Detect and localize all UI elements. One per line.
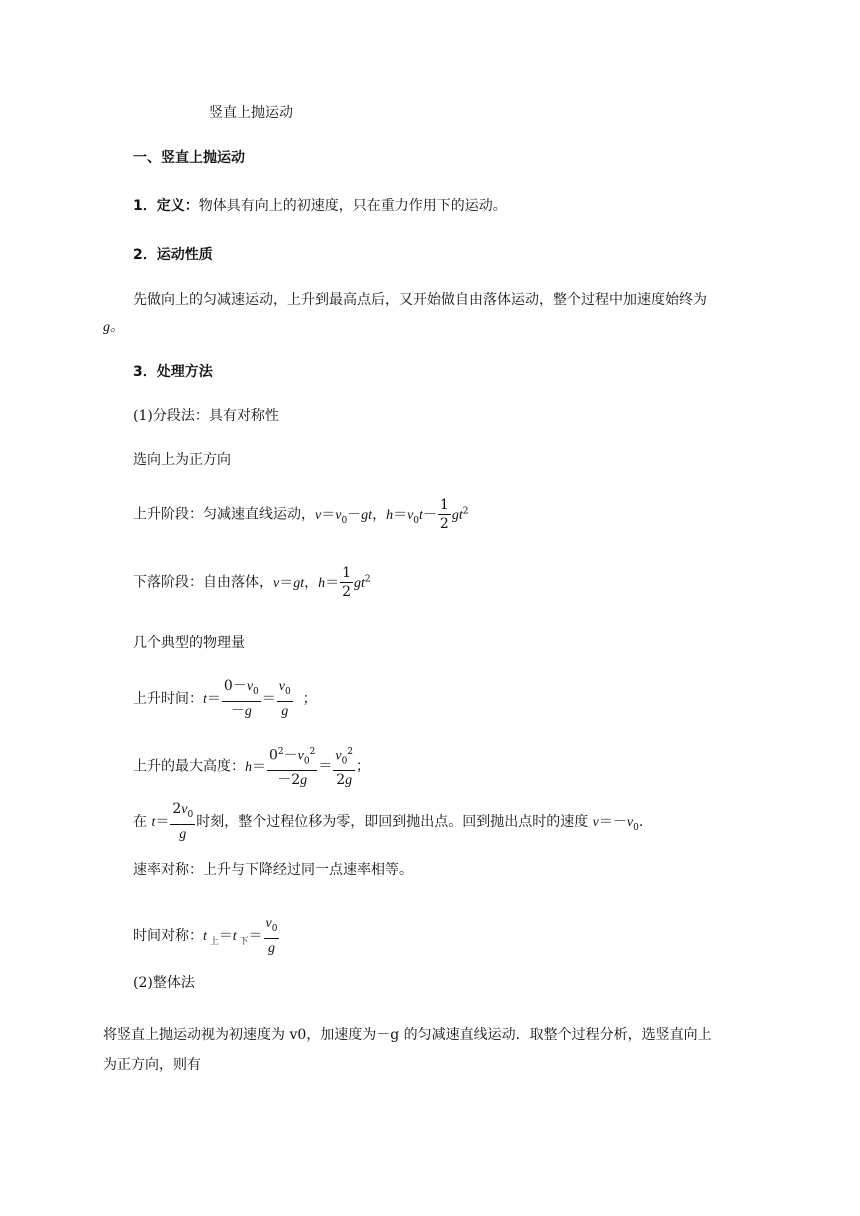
- max-height-label: 上升的最大高度：: [133, 758, 245, 775]
- rise-time-line: 上升时间：t＝ $\frac{0-v_0}{-g}$ ＝ $\frac{v_0}{g}$ ；: [133, 678, 317, 719]
- fall-stage-line: [133, 564, 371, 601]
- typical-quantities: 几个典型的物理量: [133, 635, 245, 651]
- rise-stage-line: [133, 496, 468, 533]
- nature-text-line2: g。: [103, 320, 124, 335]
- section-heading: 一、竖直上抛运动: [133, 150, 245, 166]
- rise-height-tail: $gt^2$: [451, 505, 469, 523]
- document-title: 竖直上抛运动: [209, 105, 293, 121]
- max-height-fraction-2: $\frac{v_0^2}{2g}$: [333, 743, 355, 790]
- nature-heading: 2．运动性质: [133, 247, 213, 263]
- max-height-fraction-1: $\frac{0^2-v_0^2}{-2g}$: [267, 743, 317, 790]
- rise-time-label: 上升时间：: [133, 690, 203, 707]
- fall-height-tail: $gt^2$: [354, 573, 371, 591]
- definition-label: 1．定义：: [133, 198, 199, 214]
- definition-text: 物体具有向上的初速度，只在重力作用下的运动。: [198, 198, 507, 214]
- rise-velocity-formula: $v=v_0-gt$，$h=v_0t-$: [315, 506, 437, 526]
- half-fraction: $\frac{1}{2}$: [439, 497, 449, 532]
- time-symmetry-fraction: $\frac{v_0}{g}$: [265, 916, 278, 956]
- time-symmetry-label: 时间对称：: [133, 927, 203, 944]
- whole-method-line1: 将竖直上抛运动视为初速度为 v0，加速度为－g 的匀减速直线运动．取整个过程分析，选竖直向上: [103, 1027, 712, 1043]
- method1-heading: (1)分段法：具有对称性: [133, 408, 279, 424]
- half-fraction: $\frac{1}{2}$: [342, 565, 352, 600]
- time-symmetry-line: 时间对称：t $_上$＝t $_下$＝ $\frac{v_0}{g}$: [133, 916, 278, 956]
- rise-time-fraction-2: $\frac{v_0}{g}$: [278, 679, 291, 719]
- return-text: 时刻，整个过程位移为零，即回到抛出点。回到抛出点时的速度: [196, 813, 593, 830]
- rise-time-fraction-1: $\frac{0-v_0}{-g}$: [223, 678, 259, 719]
- nature-text-line1: 先做向上的匀减速运动，上升到最高点后，又开始做自由落体运动，整个过程中加速度始终为: [133, 292, 707, 308]
- at-t-prefix: 在: [133, 813, 152, 830]
- speed-symmetry: 速率对称：上升与下降经过同一点速率相等。: [133, 862, 413, 878]
- fall-stage-label: 下落阶段：自由落体，: [133, 574, 273, 591]
- fall-formula: v＝gt，h＝: [273, 574, 340, 591]
- rise-stage-label: 上升阶段：匀减速直线运动，: [133, 506, 315, 523]
- method2-heading: (2)整体法: [133, 975, 195, 991]
- whole-method-line2: 为正方向，则有: [103, 1057, 201, 1073]
- max-height-line: 上升的最大高度：h＝ $\frac{0^2-v_0^2}{-2g}$ ＝ $\frac{v_0^2}{2g}$ ；: [133, 743, 370, 790]
- definition-paragraph: [133, 196, 507, 216]
- return-time-line: 在 t＝ $\frac{2v_0}{g}$ 时刻，整个过程位移为零，即回到抛出点。回到抛出点时的速度 $v=-v_0$.: [133, 801, 644, 842]
- return-time-fraction: $\frac{2v_0}{g}$: [172, 801, 194, 842]
- choose-direction: 选向上为正方向: [133, 452, 231, 468]
- method-heading: 3．处理方法: [133, 364, 213, 380]
